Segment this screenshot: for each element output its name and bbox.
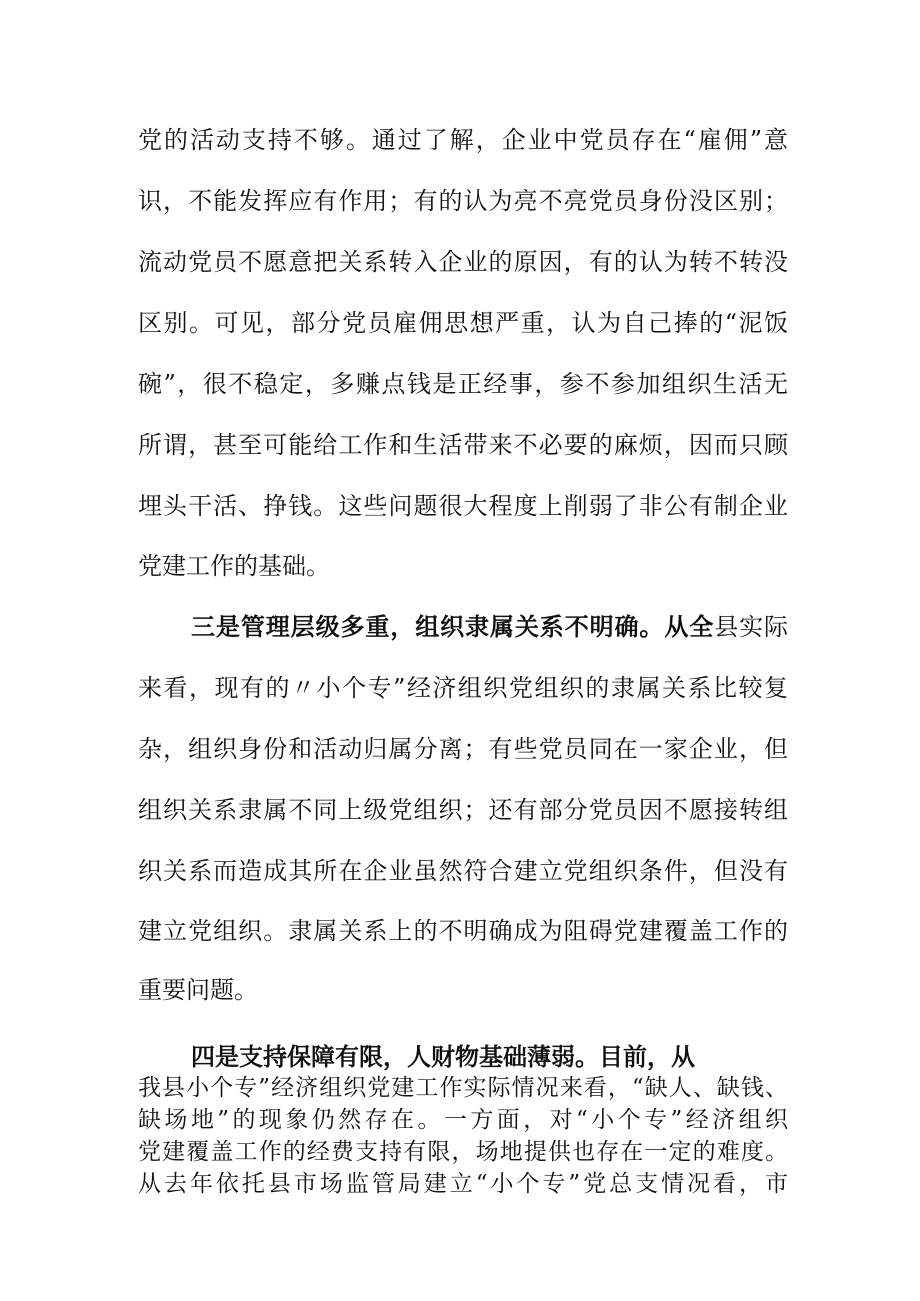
paragraph-3-line-5: 从去年依托县市场监管局建立“小个专”党总支情况看，市 bbox=[138, 1171, 788, 1197]
paragraph-1-line-4: 区别。可见，部分党员雇佣思想严重，认为自己捧的“泥饭 bbox=[138, 309, 788, 337]
paragraph-1-line-7: 埋头干活、挣钱。这些问题很大程度上削弱了非公有制企业 bbox=[138, 492, 788, 520]
paragraph-1-line-6: 所谓，甚至可能给工作和生活带来不必要的麻烦，因而只顾 bbox=[138, 431, 788, 459]
paragraph-1-line-8: 党建工作的基础。 bbox=[138, 552, 330, 580]
paragraph-2-line-2: 来看，现有的〃小个专”经济组织党组织的隶属关系比较复 bbox=[138, 674, 788, 702]
paragraph-1-line-3: 流动党员不愿意把关系转入企业的原因，有的认为转不转没 bbox=[138, 248, 788, 276]
paragraph-1-line-5: 碗”，很不稳定，多赚点钱是正经事，参不参加组织生活无 bbox=[138, 370, 788, 398]
paragraph-2-line-6: 建立党组织。隶属关系上的不明确成为阻碍党建覆盖工作的 bbox=[138, 917, 788, 945]
paragraph-1-line-1: 党的活动支持不够。通过了解，企业中党员存在“雇佣”意 bbox=[138, 126, 788, 154]
paragraph-2-first-line bbox=[191, 607, 788, 647]
paragraph-3-line-2: 我县小个专”经济组织党建工作实际情况来看，“缺人、缺钱、 bbox=[138, 1075, 788, 1101]
paragraph-2-line-4: 组织关系隶属不同上级党组织；还有部分党员因不愿接转组 bbox=[138, 796, 788, 824]
paragraph-3-heading: 四是支持保障有限，人财物基础薄弱。目前，从 bbox=[191, 1042, 695, 1071]
paragraph-2-heading: 三是管理层级多重，组织隶属关系不明确。从全 bbox=[191, 612, 715, 641]
paragraph-1-line-2: 识，不能发挥应有作用；有的认为亮不亮党员身份没区别； bbox=[138, 187, 788, 215]
paragraph-2-line-7: 重要问题。 bbox=[138, 976, 258, 1004]
paragraph-3-line-4: 党建覆盖工作的经费支持有限，场地提供也存在一定的难度。 bbox=[138, 1139, 788, 1165]
paragraph-2-line-3: 杂，组织身份和活动归属分离；有些党员同在一家企业，但 bbox=[138, 735, 788, 763]
paragraph-3-line-3: 缺场地”的现象仍然存在。一方面，对“小个专”经济组织 bbox=[138, 1107, 788, 1133]
paragraph-2-line-5: 织关系而造成其所在企业虽然符合建立党组织条件，但没有 bbox=[138, 857, 788, 885]
paragraph-2-first-line-rest: 县实际 bbox=[714, 613, 789, 641]
